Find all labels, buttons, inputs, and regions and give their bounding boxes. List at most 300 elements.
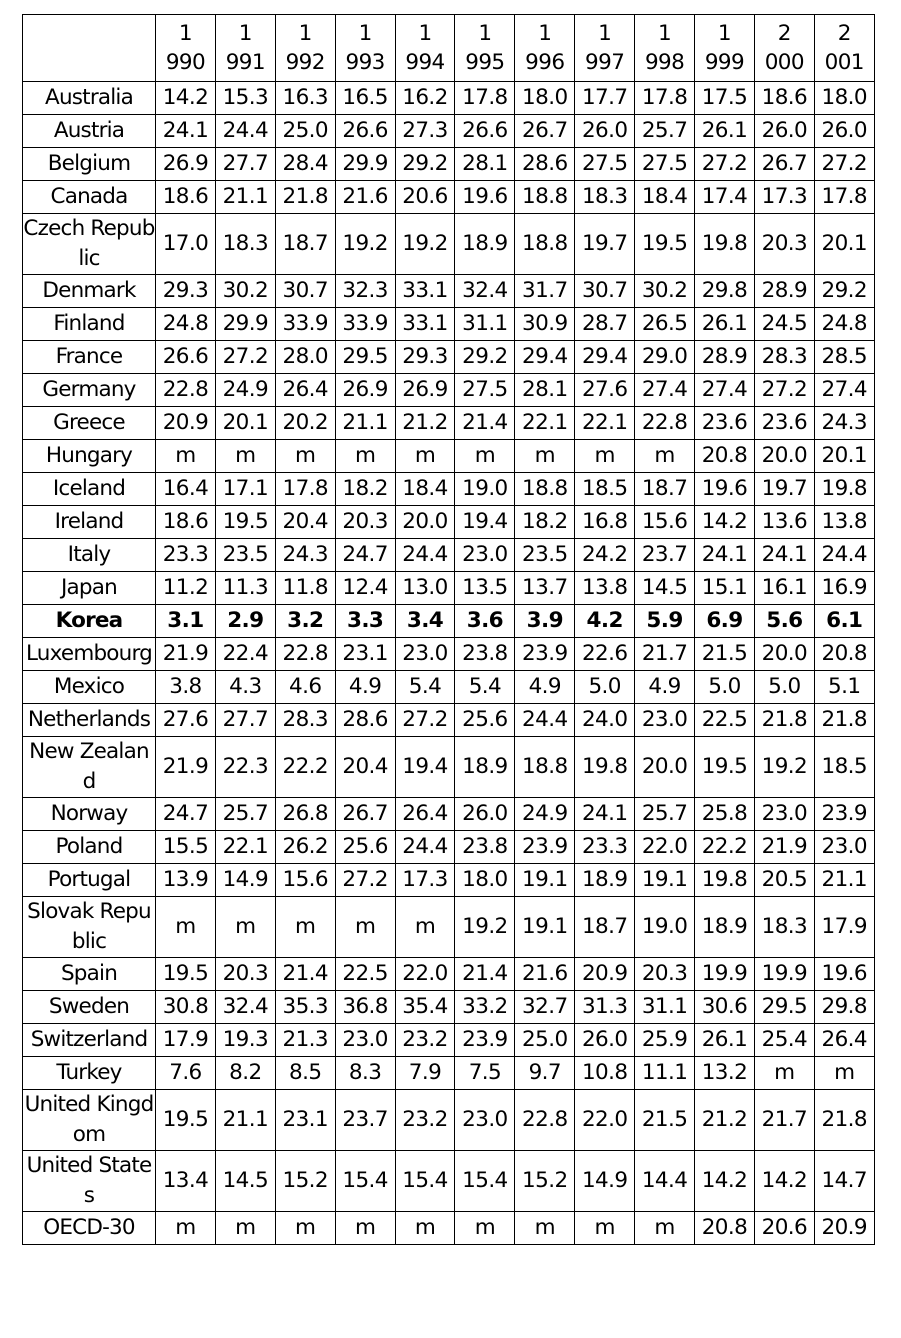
year-header-line-2: 993 [345, 50, 385, 75]
value-cell: 27.7 [215, 704, 275, 737]
value-cell: 19.1 [515, 897, 575, 958]
table-row [23, 181, 875, 214]
value-cell: 29.2 [395, 148, 455, 181]
value-cell: 24.9 [515, 798, 575, 831]
value-cell: 20.0 [754, 440, 814, 473]
value-cell: 20.3 [635, 958, 695, 991]
value-cell: 19.0 [635, 897, 695, 958]
value-cell: 21.1 [335, 407, 395, 440]
value-cell: 27.5 [635, 148, 695, 181]
value-cell: 5.0 [575, 671, 635, 704]
value-cell: 24.1 [575, 798, 635, 831]
value-cell: 15.5 [156, 831, 216, 864]
year-header-line-2: 999 [704, 50, 745, 75]
value-cell: 26.0 [455, 798, 515, 831]
value-cell: m [395, 440, 455, 473]
value-cell: 27.4 [635, 374, 695, 407]
value-cell: 20.0 [395, 506, 455, 539]
value-cell: 18.8 [515, 181, 575, 214]
value-cell: 5.0 [754, 671, 814, 704]
value-cell: 25.7 [635, 115, 695, 148]
corner-cell [23, 15, 156, 82]
value-cell: 5.0 [695, 671, 755, 704]
value-cell: 17.9 [156, 1024, 216, 1057]
value-cell: 28.9 [695, 341, 755, 374]
value-cell: 18.7 [575, 897, 635, 958]
value-cell: 28.9 [754, 275, 814, 308]
value-cell: 26.1 [695, 115, 755, 148]
value-cell: 32.4 [455, 275, 515, 308]
value-cell: 11.1 [635, 1057, 695, 1090]
value-cell: 18.0 [515, 82, 575, 115]
value-cell: 23.0 [635, 704, 695, 737]
value-cell: 33.9 [335, 308, 395, 341]
year-header-line-1: 1 [538, 21, 552, 46]
value-cell: 17.9 [814, 897, 874, 958]
value-cell: 24.4 [515, 704, 575, 737]
value-cell: 23.5 [215, 539, 275, 572]
country-cell: United Kingdom [23, 1090, 156, 1151]
value-cell: 18.3 [215, 214, 275, 275]
year-header-line-2: 994 [405, 50, 445, 75]
value-cell: 23.8 [455, 638, 515, 671]
table-row [23, 864, 875, 897]
value-cell: 22.1 [515, 407, 575, 440]
value-cell: 21.8 [814, 1090, 874, 1151]
year-header-line-1: 2 [837, 21, 851, 46]
value-cell: 16.5 [335, 82, 395, 115]
value-cell: 26.4 [395, 798, 455, 831]
value-cell: 20.6 [395, 181, 455, 214]
table-row [23, 958, 875, 991]
value-cell: 19.5 [695, 737, 755, 798]
value-cell: 31.7 [515, 275, 575, 308]
value-cell: 27.2 [335, 864, 395, 897]
year-header-line-2: 990 [165, 50, 206, 75]
value-cell: 13.7 [515, 572, 575, 605]
value-cell: 15.2 [275, 1151, 335, 1212]
value-cell: 9.7 [515, 1057, 575, 1090]
value-cell: 15.4 [455, 1151, 515, 1212]
value-cell: 4.9 [335, 671, 395, 704]
value-cell: 28.3 [275, 704, 335, 737]
table-row [23, 341, 875, 374]
table-row [23, 991, 875, 1024]
table-row [23, 374, 875, 407]
value-cell: 14.2 [156, 82, 216, 115]
value-cell: 7.9 [395, 1057, 455, 1090]
value-cell: 23.0 [754, 798, 814, 831]
value-cell: 19.6 [814, 958, 874, 991]
value-cell: 26.7 [335, 798, 395, 831]
value-cell: 29.5 [754, 991, 814, 1024]
value-cell: 35.4 [395, 991, 455, 1024]
year-header-line-1: 1 [598, 21, 612, 46]
value-cell: 21.5 [635, 1090, 695, 1151]
country-cell: Australia [23, 82, 156, 115]
value-cell: 21.4 [455, 407, 515, 440]
year-header-line-2: 000 [764, 50, 804, 75]
value-cell: 13.0 [395, 572, 455, 605]
year-header-line-2: 996 [525, 50, 565, 75]
value-cell: 26.7 [754, 148, 814, 181]
value-cell: 26.6 [335, 115, 395, 148]
value-cell: 29.3 [156, 275, 216, 308]
value-cell: 17.4 [695, 181, 755, 214]
value-cell: 26.1 [695, 1024, 755, 1057]
value-cell: 13.4 [156, 1151, 216, 1212]
value-cell: m [455, 440, 515, 473]
value-cell: 21.5 [695, 638, 755, 671]
country-cell: Poland [23, 831, 156, 864]
table-row [23, 798, 875, 831]
value-cell: 21.8 [275, 181, 335, 214]
value-cell: 20.0 [754, 638, 814, 671]
value-cell: 20.8 [695, 440, 755, 473]
value-cell: 33.1 [395, 275, 455, 308]
value-cell: 24.3 [275, 539, 335, 572]
value-cell: 20.3 [335, 506, 395, 539]
value-cell: 3.2 [275, 605, 335, 638]
value-cell: 27.5 [455, 374, 515, 407]
table-row [23, 115, 875, 148]
value-cell: 17.7 [575, 82, 635, 115]
value-cell: 23.0 [335, 1024, 395, 1057]
value-cell: 20.3 [215, 958, 275, 991]
country-cell: OECD-30 [23, 1212, 156, 1245]
value-cell: 30.8 [156, 991, 216, 1024]
value-cell: 26.4 [814, 1024, 874, 1057]
value-cell: 21.7 [754, 1090, 814, 1151]
value-cell: 23.6 [695, 407, 755, 440]
value-cell: 18.8 [515, 473, 575, 506]
value-cell: 26.7 [515, 115, 575, 148]
value-cell: m [395, 1212, 455, 1245]
table-row [23, 671, 875, 704]
table-row [23, 506, 875, 539]
value-cell: 30.9 [515, 308, 575, 341]
value-cell: 3.8 [156, 671, 216, 704]
value-cell: 32.7 [515, 991, 575, 1024]
value-cell: 25.0 [275, 115, 335, 148]
value-cell: 29.2 [455, 341, 515, 374]
value-cell: 20.3 [754, 214, 814, 275]
table-row [23, 572, 875, 605]
value-cell: 14.9 [215, 864, 275, 897]
value-cell: 17.1 [215, 473, 275, 506]
value-cell: m [635, 440, 695, 473]
value-cell: 26.0 [575, 1024, 635, 1057]
value-cell: 22.3 [215, 737, 275, 798]
value-cell: 20.9 [156, 407, 216, 440]
value-cell: 25.7 [215, 798, 275, 831]
value-cell: 19.6 [455, 181, 515, 214]
value-cell: 22.4 [215, 638, 275, 671]
value-cell: 8.2 [215, 1057, 275, 1090]
value-cell: 23.9 [515, 831, 575, 864]
value-cell: 21.2 [695, 1090, 755, 1151]
value-cell: m [215, 897, 275, 958]
value-cell: 27.2 [814, 148, 874, 181]
value-cell: 23.8 [455, 831, 515, 864]
value-cell: 21.9 [156, 737, 216, 798]
table-row [23, 737, 875, 798]
country-cell: Spain [23, 958, 156, 991]
value-cell: 13.8 [575, 572, 635, 605]
value-cell: 5.4 [455, 671, 515, 704]
value-cell: 23.0 [814, 831, 874, 864]
value-cell: 24.1 [695, 539, 755, 572]
value-cell: 21.8 [814, 704, 874, 737]
value-cell: 19.1 [635, 864, 695, 897]
value-cell: 4.9 [515, 671, 575, 704]
value-cell: m [515, 1212, 575, 1245]
country-cell: Switzerland [23, 1024, 156, 1057]
value-cell: 18.2 [335, 473, 395, 506]
value-cell: 36.8 [335, 991, 395, 1024]
value-cell: 26.5 [635, 308, 695, 341]
value-cell: 19.6 [695, 473, 755, 506]
value-cell: 18.9 [455, 214, 515, 275]
value-cell: 22.2 [695, 831, 755, 864]
country-cell: Turkey [23, 1057, 156, 1090]
value-cell: 29.2 [814, 275, 874, 308]
value-cell: 24.1 [754, 539, 814, 572]
value-cell: m [575, 440, 635, 473]
value-cell: 29.9 [215, 308, 275, 341]
value-cell: 26.4 [275, 374, 335, 407]
value-cell: 15.3 [215, 82, 275, 115]
value-cell: 20.9 [814, 1212, 874, 1245]
value-cell: 4.2 [575, 605, 635, 638]
value-cell: m [575, 1212, 635, 1245]
year-header-line-1: 1 [238, 21, 252, 46]
value-cell: 27.2 [395, 704, 455, 737]
year-header-line-2: 998 [644, 50, 685, 75]
table-row [23, 539, 875, 572]
value-cell: 22.5 [695, 704, 755, 737]
value-cell: 29.0 [635, 341, 695, 374]
table-row [23, 473, 875, 506]
year-header [395, 15, 455, 82]
country-cell: Hungary [23, 440, 156, 473]
value-cell: 13.8 [814, 506, 874, 539]
value-cell: 12.4 [335, 572, 395, 605]
value-cell: 23.9 [814, 798, 874, 831]
value-cell: 19.9 [754, 958, 814, 991]
value-cell: 19.2 [455, 897, 515, 958]
value-cell: 5.4 [395, 671, 455, 704]
value-cell: 31.3 [575, 991, 635, 1024]
value-cell: 19.7 [754, 473, 814, 506]
value-cell: 18.6 [156, 506, 216, 539]
value-cell: 27.2 [695, 148, 755, 181]
value-cell: 19.4 [455, 506, 515, 539]
value-cell: 29.4 [515, 341, 575, 374]
value-cell: 14.4 [635, 1151, 695, 1212]
value-cell: 21.1 [215, 181, 275, 214]
value-cell: 17.3 [754, 181, 814, 214]
value-cell: 21.6 [335, 181, 395, 214]
value-cell: 4.9 [635, 671, 695, 704]
value-cell: 23.6 [754, 407, 814, 440]
value-cell: 25.8 [695, 798, 755, 831]
country-cell: France [23, 341, 156, 374]
country-cell: Japan [23, 572, 156, 605]
value-cell: 23.1 [275, 1090, 335, 1151]
value-cell: 27.6 [156, 704, 216, 737]
value-cell: 13.5 [455, 572, 515, 605]
value-cell: 24.1 [156, 115, 216, 148]
value-cell: 18.6 [754, 82, 814, 115]
country-cell: Iceland [23, 473, 156, 506]
value-cell: 20.8 [814, 638, 874, 671]
value-cell: 15.2 [515, 1151, 575, 1212]
country-cell: United States [23, 1151, 156, 1212]
table-body [23, 82, 875, 1245]
value-cell: 30.6 [695, 991, 755, 1024]
value-cell: 15.4 [395, 1151, 455, 1212]
value-cell: 18.2 [515, 506, 575, 539]
table-row [23, 1212, 875, 1245]
value-cell: 19.9 [695, 958, 755, 991]
value-cell: 15.1 [695, 572, 755, 605]
header-row [23, 15, 875, 82]
value-cell: 29.5 [335, 341, 395, 374]
value-cell: 14.5 [635, 572, 695, 605]
value-cell: 18.6 [156, 181, 216, 214]
value-cell: 3.1 [156, 605, 216, 638]
value-cell: 27.4 [695, 374, 755, 407]
value-cell: 5.9 [635, 605, 695, 638]
value-cell: 17.5 [695, 82, 755, 115]
value-cell: 20.4 [335, 737, 395, 798]
value-cell: 20.5 [754, 864, 814, 897]
country-cell: Slovak Republic [23, 897, 156, 958]
value-cell: 19.5 [156, 1090, 216, 1151]
value-cell: 19.8 [814, 473, 874, 506]
value-cell: 22.1 [215, 831, 275, 864]
year-header [335, 15, 395, 82]
value-cell: 23.0 [455, 539, 515, 572]
value-cell: 22.8 [156, 374, 216, 407]
value-cell: 26.9 [335, 374, 395, 407]
year-header [275, 15, 335, 82]
value-cell: 30.2 [635, 275, 695, 308]
value-cell: 24.7 [156, 798, 216, 831]
table-row [23, 1057, 875, 1090]
value-cell: 24.8 [156, 308, 216, 341]
value-cell: 25.6 [455, 704, 515, 737]
table-row [23, 1024, 875, 1057]
year-header-line-1: 1 [298, 21, 312, 46]
value-cell: 23.7 [635, 539, 695, 572]
value-cell: 18.8 [515, 214, 575, 275]
table-row [23, 638, 875, 671]
value-cell: 25.4 [754, 1024, 814, 1057]
value-cell: 18.0 [455, 864, 515, 897]
value-cell: 26.0 [814, 115, 874, 148]
table-row [23, 440, 875, 473]
country-cell: Norway [23, 798, 156, 831]
year-header-line-1: 1 [178, 21, 192, 46]
value-cell: 28.6 [335, 704, 395, 737]
value-cell: 17.0 [156, 214, 216, 275]
value-cell: m [335, 440, 395, 473]
value-cell: 8.3 [335, 1057, 395, 1090]
value-cell: 17.8 [814, 181, 874, 214]
value-cell: 18.8 [515, 737, 575, 798]
value-cell: 18.0 [814, 82, 874, 115]
value-cell: 30.7 [575, 275, 635, 308]
value-cell: 13.9 [156, 864, 216, 897]
value-cell: m [215, 1212, 275, 1245]
value-cell: 19.2 [754, 737, 814, 798]
table-row [23, 831, 875, 864]
value-cell: 14.2 [695, 506, 755, 539]
value-cell: 27.2 [215, 341, 275, 374]
year-header [156, 15, 216, 82]
value-cell: 27.2 [754, 374, 814, 407]
value-cell: 26.8 [275, 798, 335, 831]
value-cell: 16.9 [814, 572, 874, 605]
value-cell: 27.4 [814, 374, 874, 407]
country-cell: Finland [23, 308, 156, 341]
year-header-line-1: 2 [777, 21, 791, 46]
country-cell: Canada [23, 181, 156, 214]
value-cell: 21.7 [635, 638, 695, 671]
value-cell: 29.3 [395, 341, 455, 374]
value-cell: 24.2 [575, 539, 635, 572]
value-cell: 3.3 [335, 605, 395, 638]
year-header [754, 15, 814, 82]
value-cell: 19.4 [395, 737, 455, 798]
table-row [23, 1151, 875, 1212]
value-cell: 14.2 [754, 1151, 814, 1212]
value-cell: 20.9 [575, 958, 635, 991]
value-cell: 18.3 [575, 181, 635, 214]
value-cell: 23.1 [335, 638, 395, 671]
value-cell: 5.6 [754, 605, 814, 638]
value-cell: m [814, 1057, 874, 1090]
value-cell: 18.4 [395, 473, 455, 506]
country-cell: Czech Republic [23, 214, 156, 275]
value-cell: 16.4 [156, 473, 216, 506]
value-cell: 31.1 [455, 308, 515, 341]
year-header [515, 15, 575, 82]
country-cell: Germany [23, 374, 156, 407]
value-cell: 22.8 [515, 1090, 575, 1151]
value-cell: 19.2 [395, 214, 455, 275]
value-cell: 25.6 [335, 831, 395, 864]
value-cell: 14.2 [695, 1151, 755, 1212]
value-cell: 14.5 [215, 1151, 275, 1212]
value-cell: m [335, 897, 395, 958]
table-row [23, 605, 875, 638]
value-cell: 18.9 [575, 864, 635, 897]
country-cell: Belgium [23, 148, 156, 181]
year-header-line-1: 1 [358, 21, 372, 46]
value-cell: 4.6 [275, 671, 335, 704]
country-cell: Mexico [23, 671, 156, 704]
year-header-line-1: 1 [418, 21, 432, 46]
value-cell: 29.8 [814, 991, 874, 1024]
value-cell: 19.1 [515, 864, 575, 897]
value-cell: 17.8 [635, 82, 695, 115]
value-cell: m [156, 897, 216, 958]
value-cell: 22.8 [275, 638, 335, 671]
value-cell: 24.4 [215, 115, 275, 148]
